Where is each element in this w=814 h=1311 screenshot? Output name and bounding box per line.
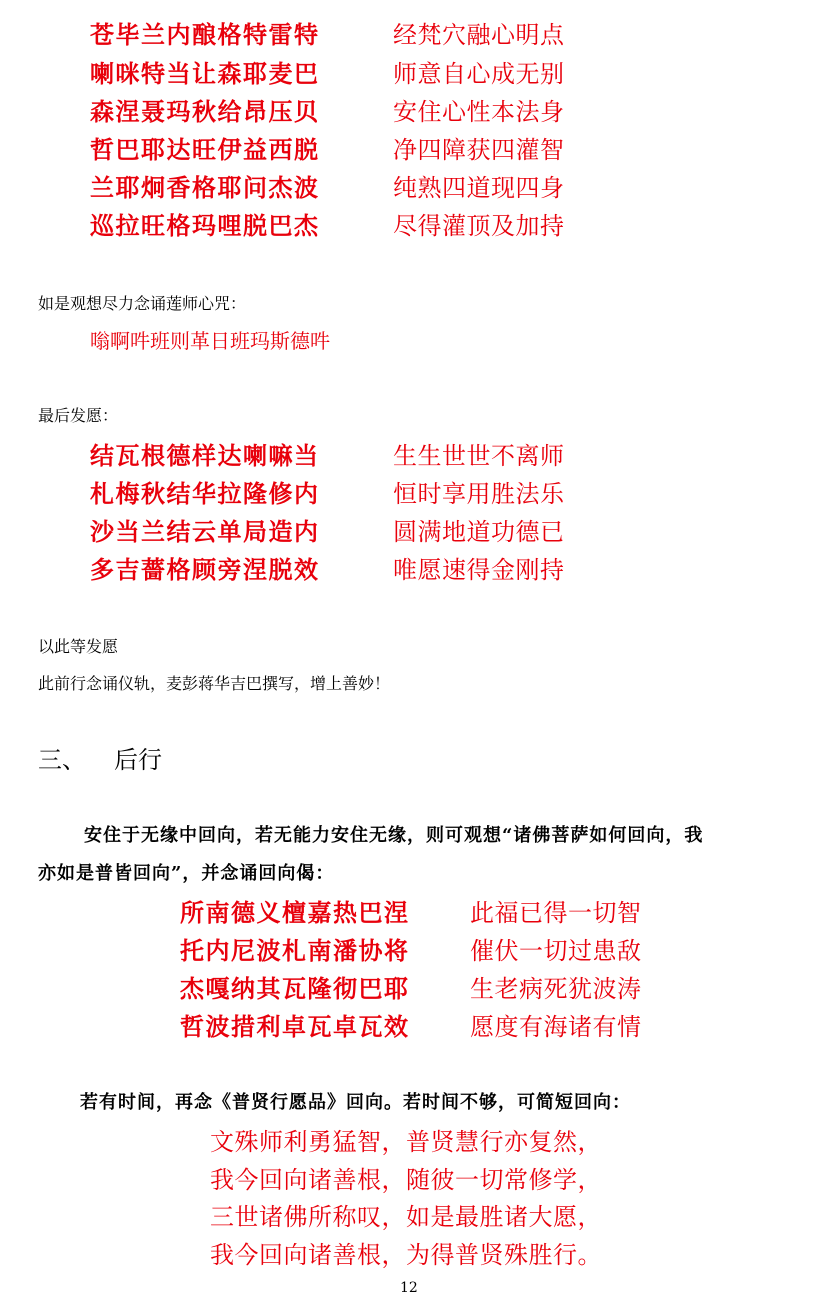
verse-line-chinese: 唯愿速得金刚持 (393, 556, 565, 584)
verse-line-tibetan: 沙当兰结云单局造内 (90, 517, 320, 546)
dedication-verse-line: 我今回向诸善根，随彼一切常修学， (210, 1166, 602, 1194)
verse-line-chinese: 净四障获四灌智 (393, 136, 565, 164)
verse-line-tibetan: 札梅秋结华拉隆修内 (90, 479, 320, 508)
aspiration-note: 以此等发愿 (38, 637, 119, 656)
verse-line-chinese: 生生世世不离师 (393, 442, 565, 470)
verse-line-tibetan: 兰耶炯香格耶问杰波 (90, 173, 320, 202)
verse-line-chinese: 经梵穴融心明点 (393, 21, 565, 49)
verse-line-chinese: 纯熟四道现四身 (393, 174, 565, 202)
page-number: 12 (400, 1280, 418, 1296)
paragraph-line: 安住于无缘中回向，若无能力安住无缘，则可观想“诸佛菩萨如何回向，我 (84, 825, 704, 846)
verse-line-chinese: 师意自心成无别 (393, 60, 565, 88)
dedication-verse-line: 三世诸佛所称叹，如是最胜诸大愿， (210, 1203, 602, 1231)
verse-line-chinese: 尽得灌顶及加持 (393, 212, 565, 240)
verse-line-chinese: 此福已得一切智 (470, 899, 642, 927)
authorship-note: 此前行念诵仪轨，麦彭蒋华吉巴撰写，增上善妙！ (38, 674, 391, 693)
verse-line-tibetan: 巡拉旺格玛哩脱巴杰 (90, 211, 320, 240)
verse-line-tibetan: 哲波措利卓瓦卓瓦效 (180, 1012, 410, 1041)
verse-line-tibetan: 结瓦根德样达喇嘛当 (90, 441, 320, 470)
dedication-verse-line: 我今回向诸善根，为得普贤殊胜行。 (210, 1241, 602, 1269)
verse-line-tibetan: 托内尼波札南潘协将 (180, 936, 410, 965)
verse-line-tibetan: 森涅聂玛秋给昂压贝 (90, 97, 320, 126)
verse-line-tibetan: 哲巴耶达旺伊益西脱 (90, 135, 320, 164)
mantra-text: 嗡啊吽班则革日班玛斯德吽 (90, 329, 330, 353)
verse-line-tibetan: 苍毕兰内酿格特雷特 (90, 20, 320, 49)
aspiration-intro: 最后发愿： (38, 406, 119, 425)
verse-line-chinese: 催伏一切过患敌 (470, 937, 642, 965)
verse-line-chinese: 愿度有海诸有情 (470, 1013, 642, 1041)
dedication-verse-line: 文殊师利勇猛智，普贤慧行亦复然， (210, 1128, 602, 1156)
verse-line-chinese: 圆满地道功德已 (393, 518, 565, 546)
section-title: 后行 (114, 746, 162, 774)
section-number: 三、 (38, 746, 86, 774)
verse-line-tibetan: 所南德义檀嘉热巴涅 (180, 898, 410, 927)
verse-line-chinese: 安住心性本法身 (393, 98, 565, 126)
verse-line-tibetan: 多吉薔格顾旁涅脱效 (90, 555, 320, 584)
verse-line-tibetan: 喇咪特当让森耶麦巴 (90, 59, 320, 88)
paragraph-line: 若有时间，再念《普贤行愿品》回向。若时间不够，可简短回向： (80, 1092, 631, 1113)
mantra-intro: 如是观想尽力念诵莲师心咒： (38, 294, 247, 313)
verse-line-chinese: 恒时享用胜法乐 (393, 480, 565, 508)
paragraph-line: 亦如是普皆回向”，并念诵回向偈： (38, 863, 335, 884)
verse-line-chinese: 生老病死犹波涛 (470, 975, 642, 1003)
verse-line-tibetan: 杰嘎纳其瓦隆彻巴耶 (180, 974, 410, 1003)
